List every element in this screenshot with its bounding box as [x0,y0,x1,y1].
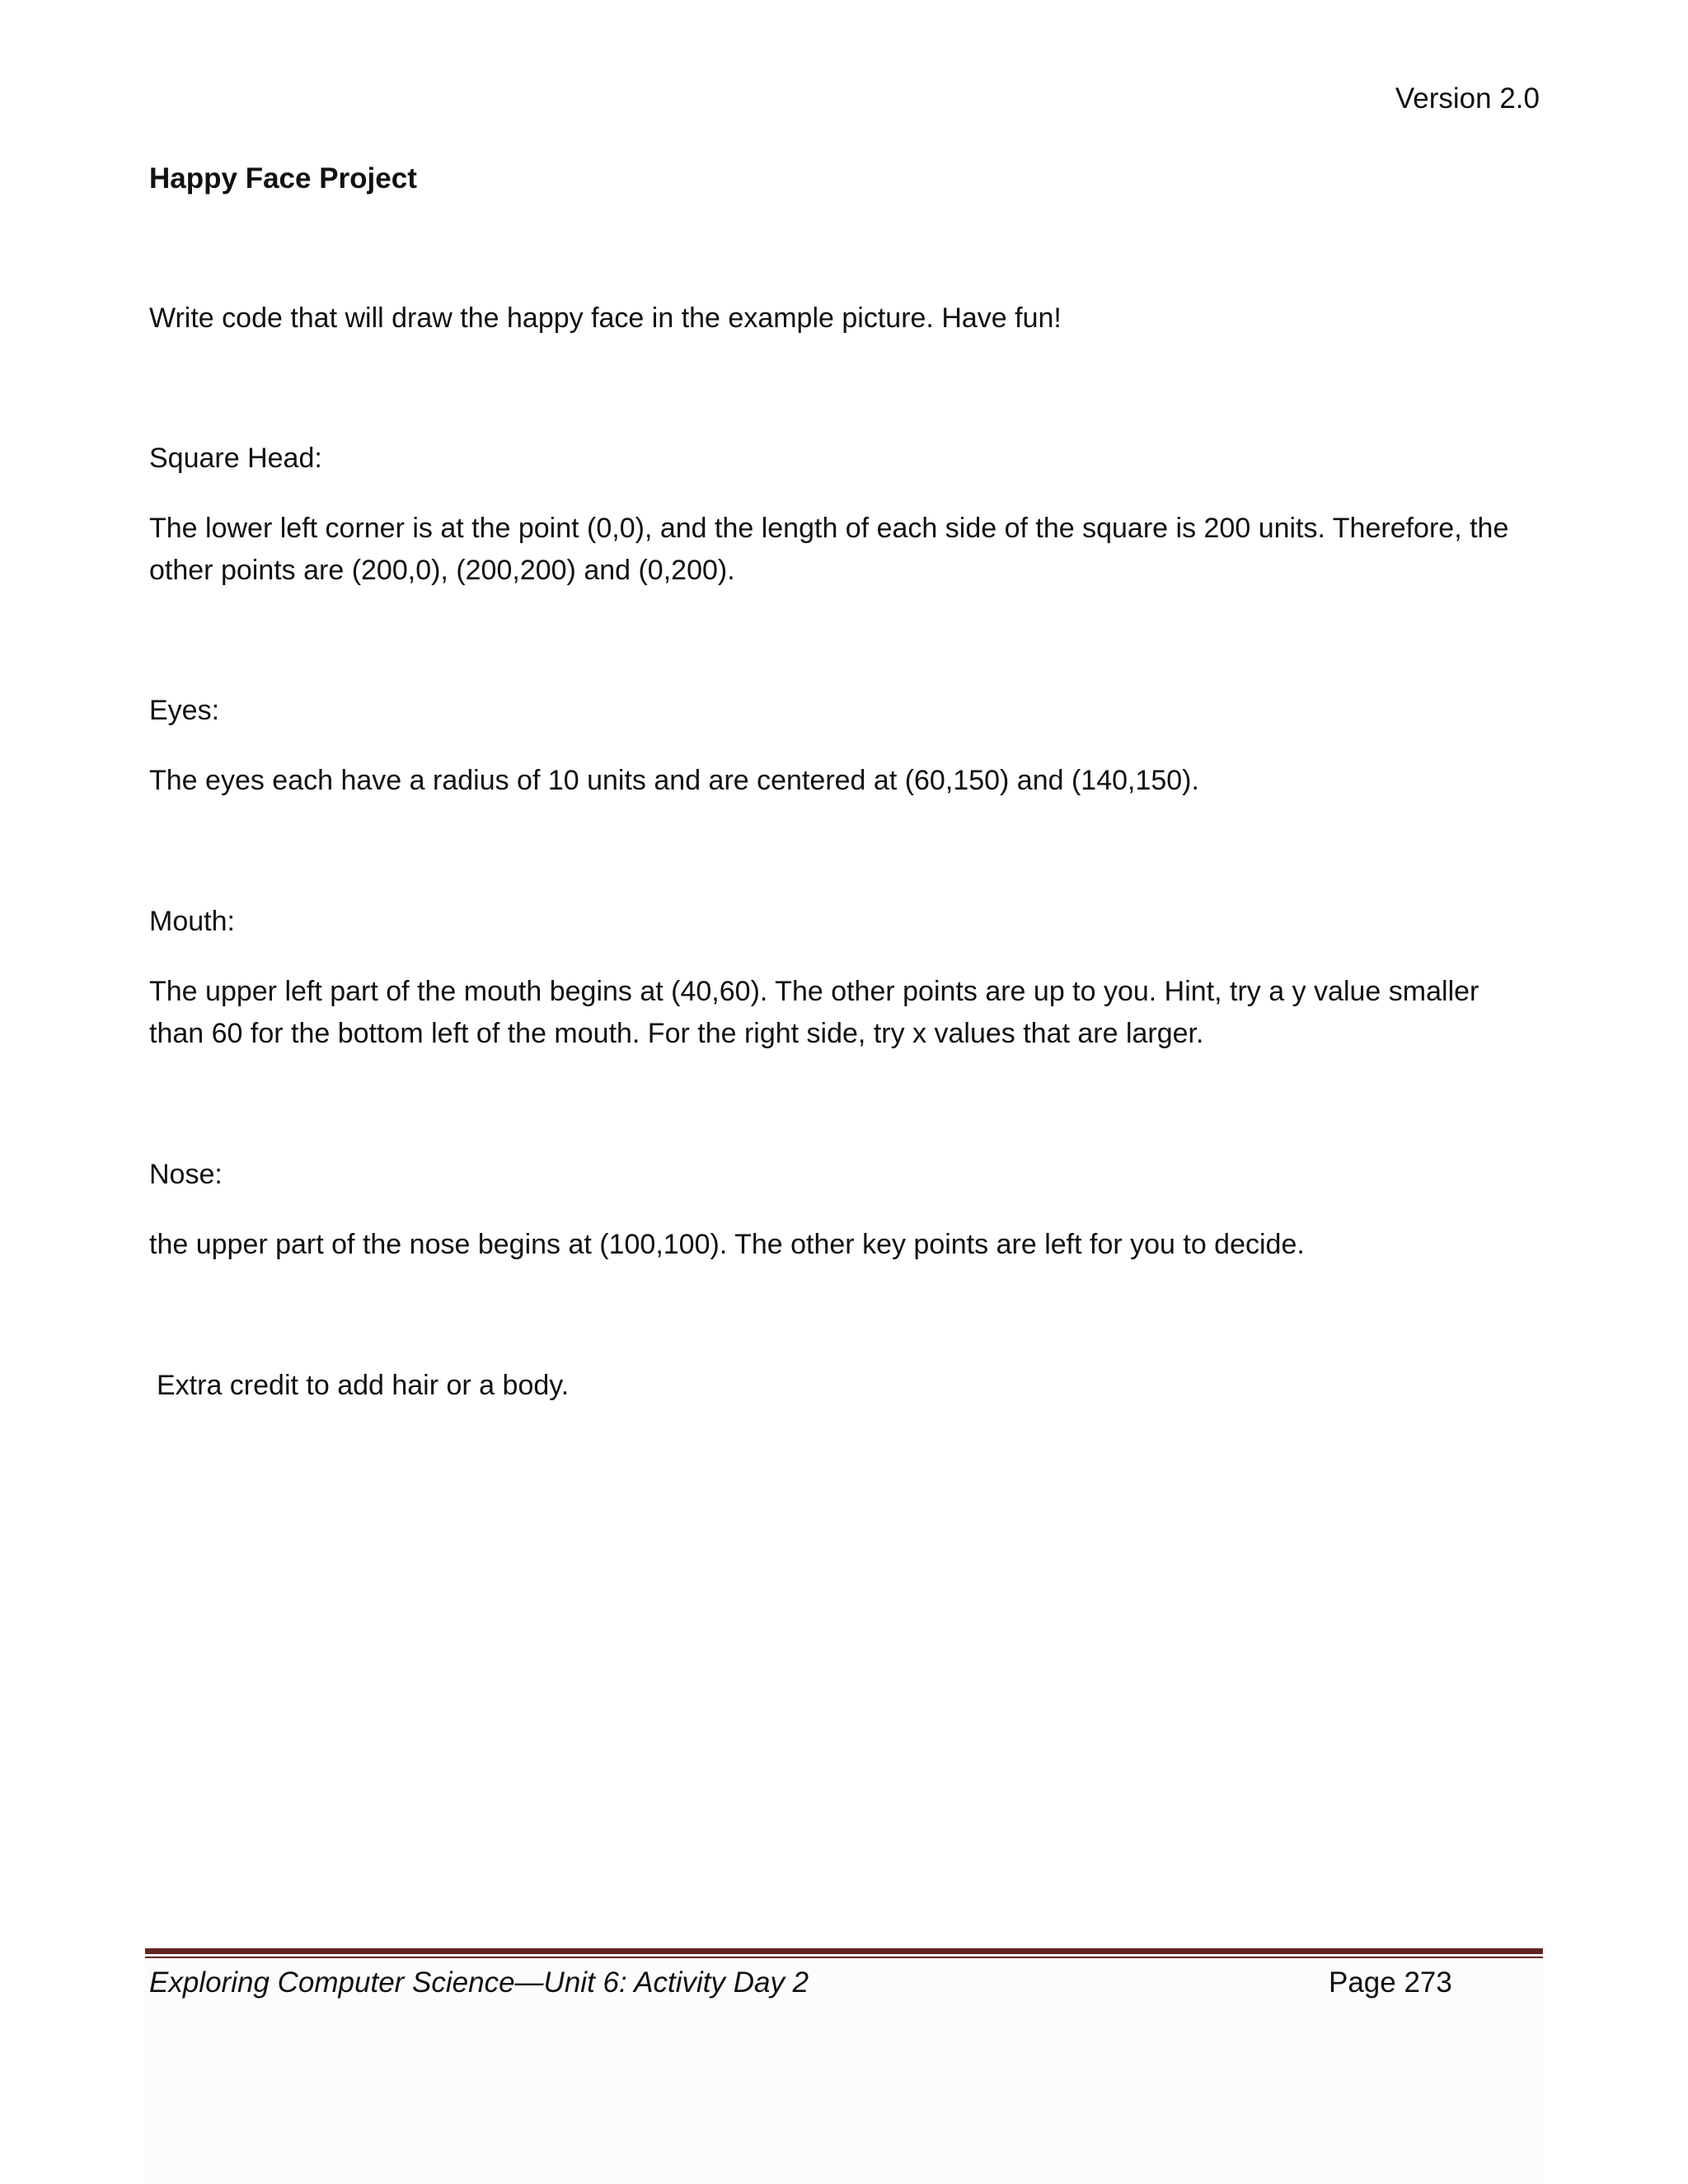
version-label: Version 2.0 [1395,82,1540,115]
extra-credit-text: Extra credit to add hair or a body. [157,1370,570,1401]
square-head-heading: Square Head: [149,443,322,474]
extra-credit-wrapper [149,1365,1538,1407]
footer-page-number: Page 273 [1329,1966,1452,1999]
footer-course-title: Exploring Computer Science—Unit 6: Activity Day 2 [149,1966,809,1999]
eyes-heading: Eyes: [149,695,220,726]
footer-rule-thick [145,1948,1543,1954]
eyes-paragraph: The eyes each have a radius of 10 units and are centered at (60,150) and (140,150). [149,765,1199,796]
nose-heading: Nose: [149,1159,223,1190]
mouth-heading: Mouth: [149,906,235,937]
intro-paragraph: Write code that will draw the happy face in the example picture. Have fun! [149,302,1062,334]
mouth-paragraph: The upper left part of the mouth begins at (40,60). The other points are up to you. Hint, try a y value smaller than 60 for the bottom left of the mouth. For the right side, try x values that are larger. [149,976,1479,1049]
nose-paragraph: the upper part of the nose begins at (100,100). The other key points are left for you to decide. [149,1229,1305,1260]
footer-rule-thin [145,1957,1543,1958]
square-head-paragraph: The lower left corner is at the point (0,0), and the length of each side of the square is 200 units. Therefore, the other points are (200,0), (200,200) and (0,200). [149,513,1509,586]
page-title: Happy Face Project [149,162,417,194]
